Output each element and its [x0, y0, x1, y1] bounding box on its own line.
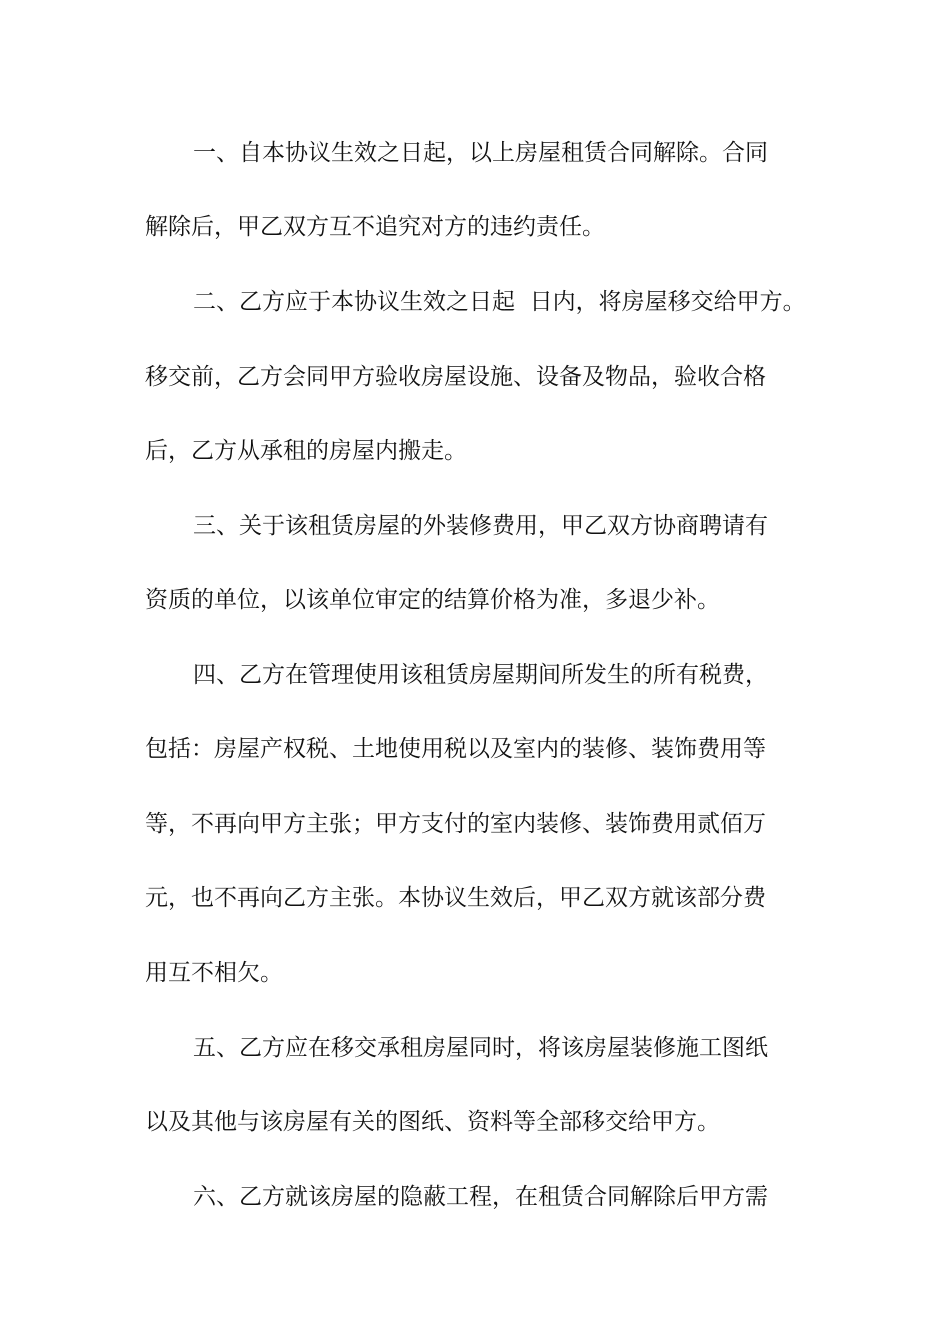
paragraph-2-line-2: 移交前，乙方会同甲方验收房屋设施、设备及物品，验收合格: [145, 364, 766, 390]
paragraph-4-line-2: 包括：房屋产权税、土地使用税以及室内的装修、装饰费用等: [145, 736, 766, 762]
paragraph-1-line-2: 解除后，甲乙双方互不追究对方的违约责任。: [145, 214, 605, 240]
paragraph-3-line-1: 三、关于该租赁房屋的外装修费用，甲乙双方协商聘请有: [193, 513, 768, 539]
paragraph-5-line-1: 五、乙方应在移交承租房屋同时，将该房屋装修施工图纸: [193, 1035, 768, 1061]
paragraph-2-line-1: 二、乙方应于本协议生效之日起 日内，将房屋移交给甲方。: [193, 289, 806, 315]
paragraph-1-line-1: 一、自本协议生效之日起，以上房屋租赁合同解除。合同: [193, 140, 768, 166]
paragraph-4-line-5: 用互不相欠。: [145, 960, 283, 986]
paragraph-3-line-2: 资质的单位，以该单位审定的结算价格为准，多退少补。: [145, 587, 720, 613]
paragraph-2-line-3: 后，乙方从承租的房屋内搬走。: [145, 438, 467, 464]
paragraph-4-line-3: 等，不再向甲方主张；甲方支付的室内装修、装饰费用贰佰万: [145, 811, 766, 837]
paragraph-6-line-1: 六、乙方就该房屋的隐蔽工程，在租赁合同解除后甲方需: [193, 1184, 768, 1210]
paragraph-5-line-2: 以及其他与该房屋有关的图纸、资料等全部移交给甲方。: [145, 1109, 720, 1135]
paragraph-4-line-1: 四、乙方在管理使用该租赁房屋期间所发生的所有税费，: [193, 662, 768, 688]
paragraph-4-line-4: 元，也不再向乙方主张。本协议生效后，甲乙双方就该部分费: [145, 885, 766, 911]
